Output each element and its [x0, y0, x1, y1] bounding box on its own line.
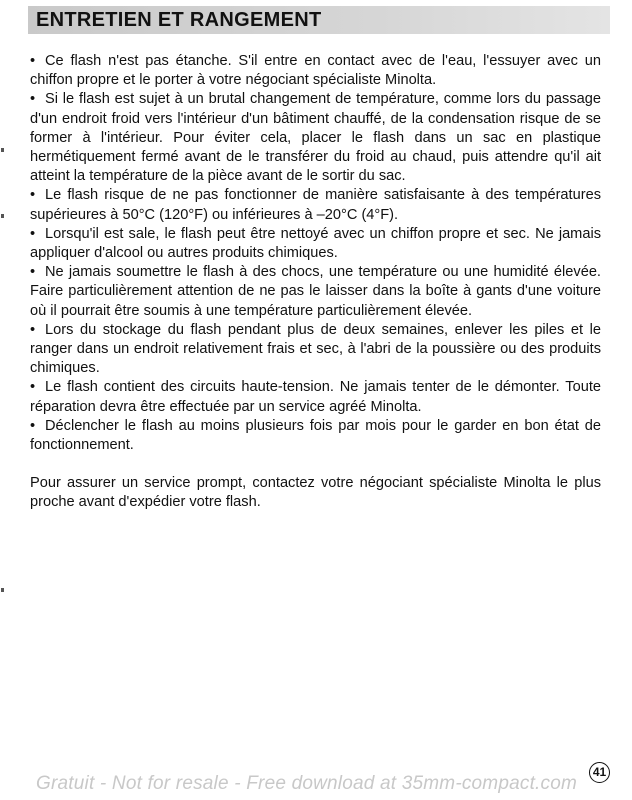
list-item-text: Lors du stockage du flash pendant plus de deux semaines, enlever les piles et le ranger dans un endroit relativement frais et sec, à l'abri de la poussière ou des produits chimiques.	[30, 321, 601, 377]
watermark: Gratuit - Not for resale - Free download at 35mm-compact.com	[36, 773, 578, 794]
margin-mark	[1, 588, 4, 592]
list-item-text: Ce flash n'est pas étanche. S'il entre en contact avec de l'eau, l'essuyer avec un chiffon propre et le porter à votre négociant spécialiste Minolta.	[30, 53, 601, 89]
list-item-text: Lorsqu'il est sale, le flash peut être nettoyé avec un chiffon propre et sec. Ne jamais appliquer d'alcool ou autres produits chimiques.	[30, 225, 601, 262]
bullet-icon: •	[30, 417, 36, 434]
bullet-icon: •	[30, 379, 36, 396]
content-body	[30, 52, 601, 513]
page-title: ENTRETIEN ET RANGEMENT	[36, 9, 322, 31]
bullet-icon: •	[30, 53, 36, 69]
list-item	[30, 52, 601, 90]
page-number: 41	[589, 762, 610, 783]
list-item-text: Si le flash est sujet à un brutal changement de température, comme lors du passage d'un endroit froid vers l'intérieur d'un bâtiment chauffé, de la condensation risque de se former à l'intérieur. Pour éviter cela, placer le flash dans un sac en plastique hermétiquement fermé avant de le transférer du froid au chaud, puis attendre qu'il ait atteint la température de la pièce avant de le sortir du sac.	[30, 91, 601, 185]
bullet-icon: •	[30, 187, 36, 204]
list-item-text: Ne jamais soumettre le flash à des chocs, une température ou une humidité élevée. Faire particulièrement attention de ne pas le laisser dans la boîte à gants d'une voiture où il pourrait être soumis à une température particulièrement élevée.	[30, 264, 601, 319]
bullet-icon: •	[30, 91, 36, 108]
bullet-icon: •	[30, 264, 36, 281]
list-item-text: Le flash risque de ne pas fonctionner de manière satisfaisante à des températures supérieures à 50°C (120°F) ou inférieures à –20°C (4°F).	[30, 187, 601, 223]
list-item	[30, 321, 601, 379]
list-item	[30, 186, 601, 224]
list-item-text: Le flash contient des circuits haute-tension. Ne jamais tenter de le démonter. Toute réparation devra être effectuée par un service agréé Minolta.	[30, 379, 601, 415]
list-item	[30, 378, 601, 416]
margin-mark	[1, 148, 4, 152]
bullet-icon: •	[30, 321, 36, 338]
list-item	[30, 417, 601, 455]
list-item-text: Déclencher le flash au moins plusieurs fois par mois pour le garder en bon état de fonctionnement.	[30, 417, 601, 454]
margin-mark	[1, 214, 4, 218]
bullet-icon: •	[30, 225, 36, 242]
list-item	[30, 263, 601, 321]
list-item	[30, 225, 601, 263]
closing-note: Pour assurer un service prompt, contactez votre négociant spécialiste Minolta le plus proche avant d'expédier votre flash.	[30, 475, 601, 511]
list-item	[30, 90, 601, 186]
